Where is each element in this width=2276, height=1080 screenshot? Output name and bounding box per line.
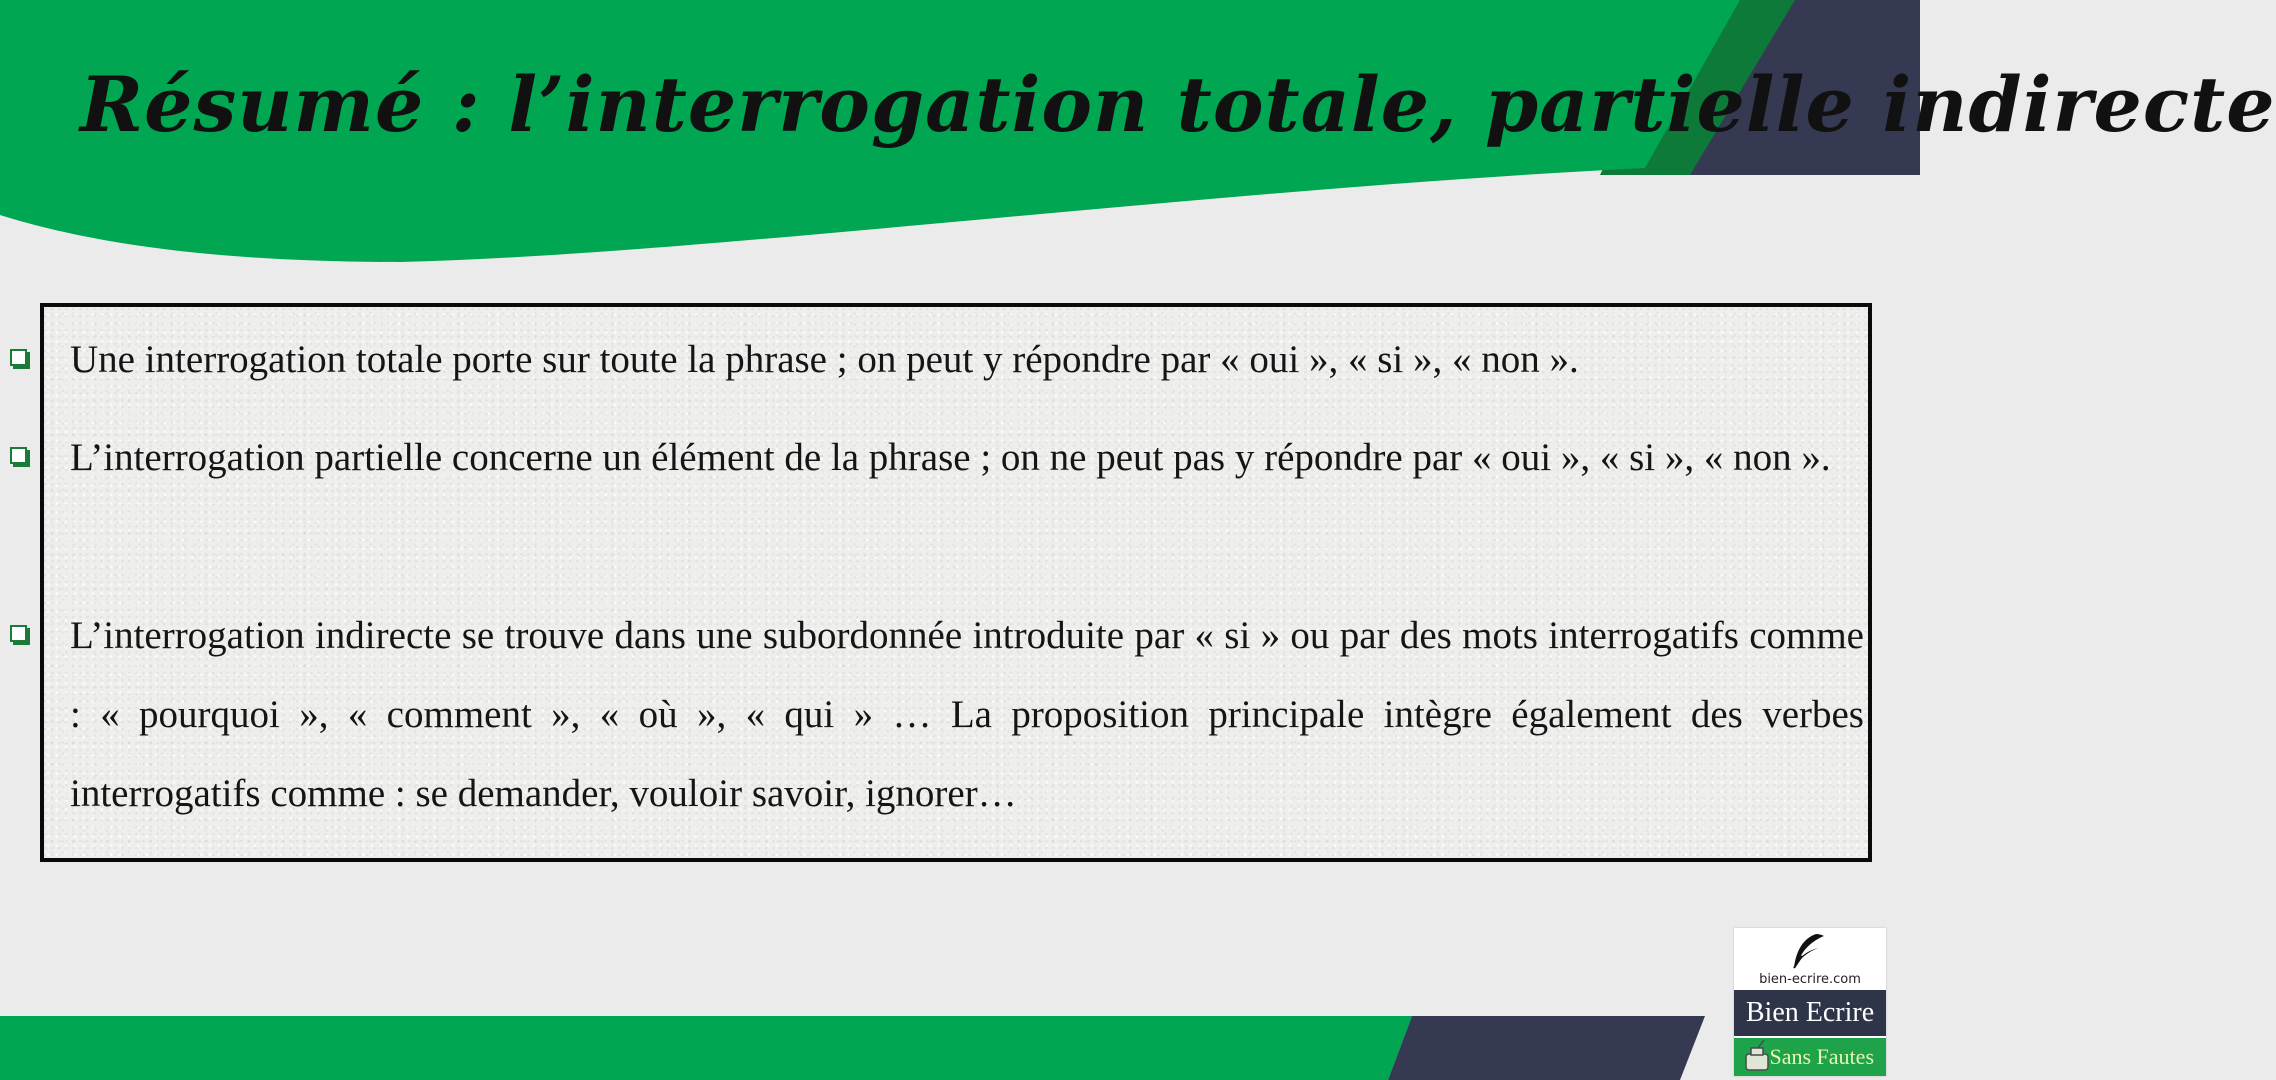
logo-title: Bien Ecrire [1734, 990, 1886, 1036]
logo-url: bien-ecrire.com [1759, 972, 1861, 987]
bottom-navy-band [1388, 1016, 1705, 1080]
bullet-item [70, 596, 1864, 833]
feather-icon [1784, 932, 1836, 972]
bullet-item [70, 320, 1864, 399]
bullet-text: L’interrogation indirecte se trouve dans une subordonnée introduite par « si » ou par des mots interrogatifs comme : « pourquoi », « comment », « où », « qui » … La proposition principale intègre également des verbes interrogatifs comme : se demander, vouloir savoir, ignorer… [70, 614, 1864, 815]
bullet-text: Une interrogation totale porte sur toute la phrase ; on peut y répondre par « oui », « si », « non ». [70, 338, 1579, 381]
site-logo [1734, 928, 1886, 1076]
checkbox-bullet-icon [10, 349, 27, 366]
inkpot-icon [1740, 1040, 1774, 1074]
checkbox-bullet-icon [10, 625, 27, 642]
checkbox-bullet-icon [10, 447, 27, 464]
bullet-item [70, 418, 1864, 497]
bottom-green-band [0, 1016, 1412, 1080]
slide-title: Résumé : l’interrogation totale, partielle indirecte [80, 60, 2276, 149]
logo-subtitle: Sans Fautes [1734, 1038, 1886, 1076]
bullet-text: L’interrogation partielle concerne un élément de la phrase ; on ne peut pas y répondre par « oui », « si », « non ». [70, 436, 1831, 479]
